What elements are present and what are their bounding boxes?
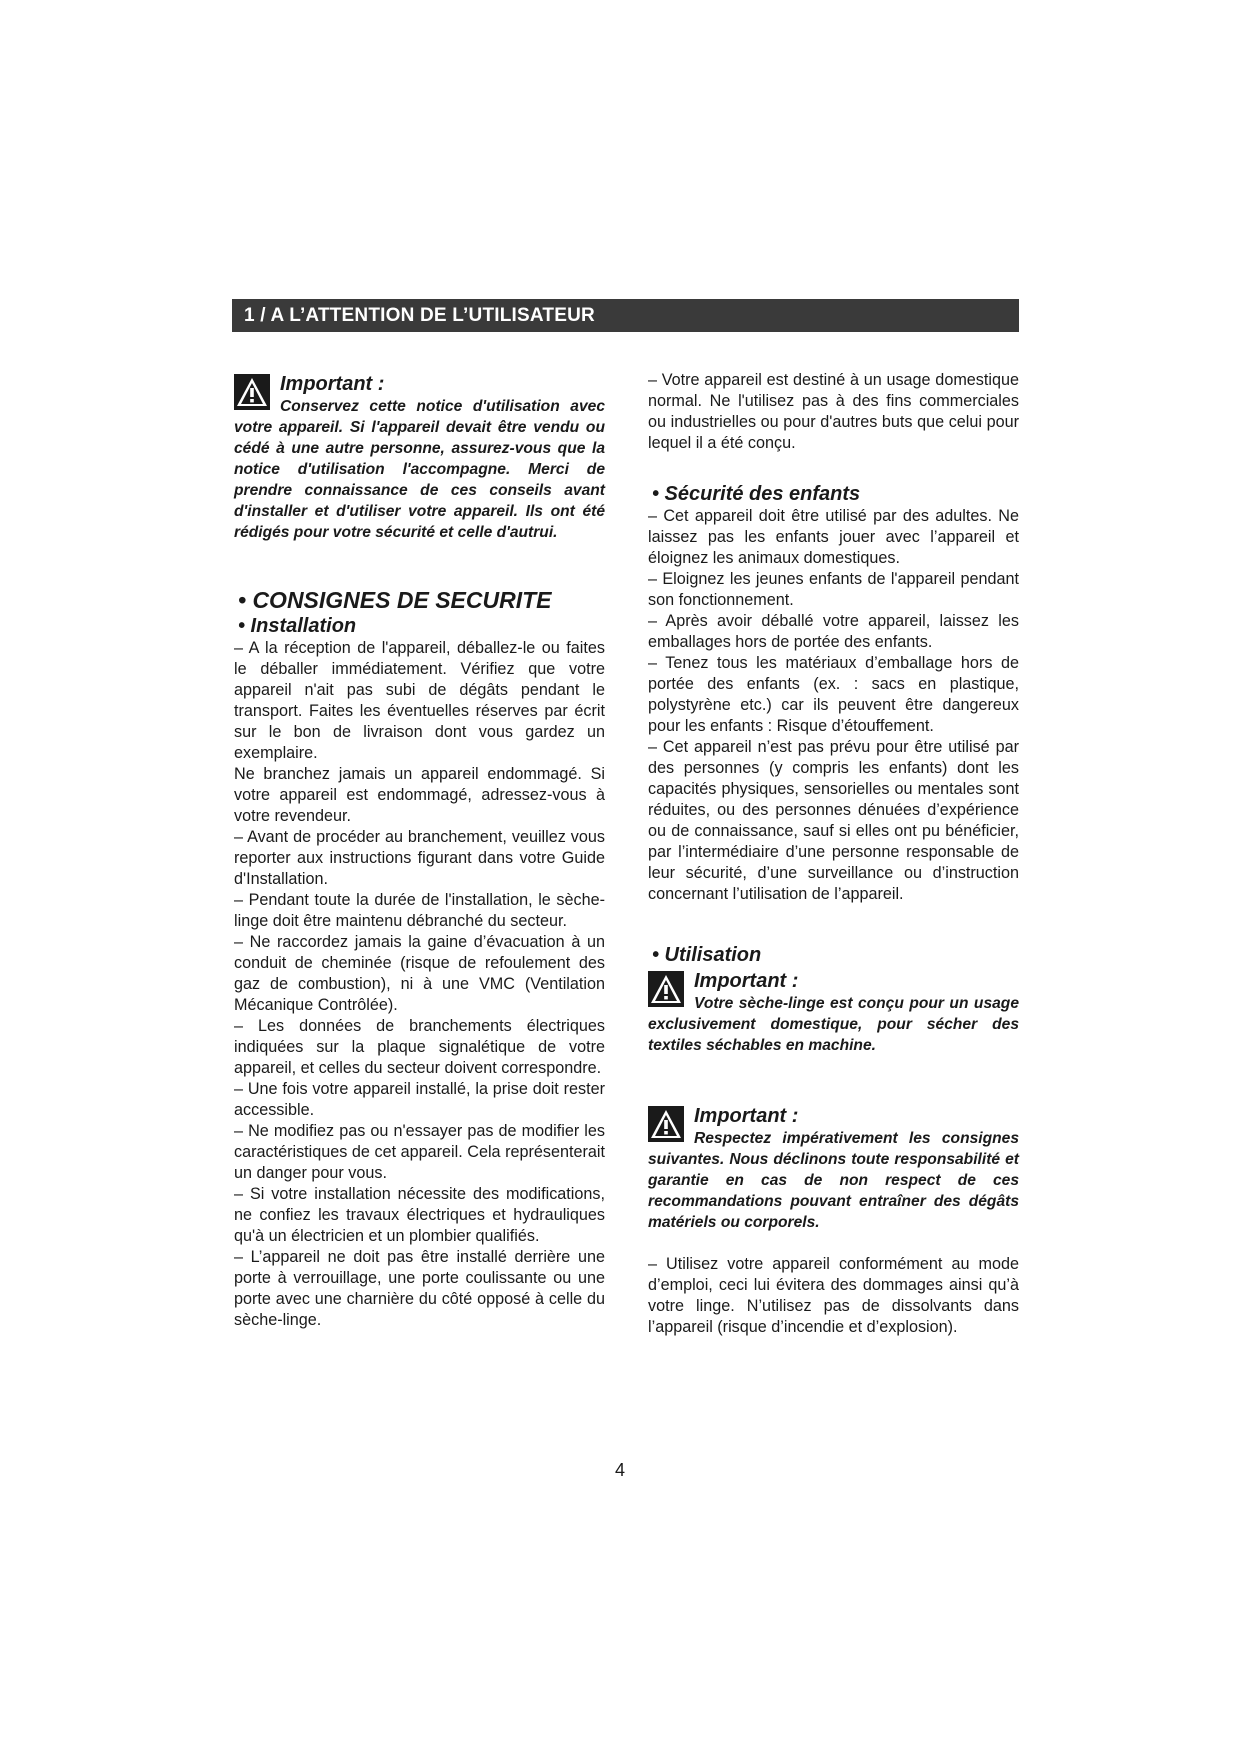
usage-paragraph: – Utilisez votre appareil conformément au mode d’emploi, ceci lui évitera des dommages ainsi qu’à votre linge. N’utilisez pas de dissolvants dans l’appareil (risque d’incendie et d’explosion).	[648, 1255, 1019, 1336]
usage-subtitle: • Utilisation	[652, 944, 762, 966]
important-notice-liability	[648, 1102, 1019, 1233]
installation-paragraph: – Ne modifiez pas ou n'essayer pas de modifier les caractéristiques de cet appareil. Cela représenterait un danger pour vous.	[234, 1122, 605, 1182]
installation-paragraph: Ne branchez jamais un appareil endommagé. Si votre appareil est endommagé, adressez-vous à votre revendeur.	[234, 765, 605, 825]
warning-icon	[648, 1106, 684, 1142]
installation-paragraph: – A la réception de l'appareil, déballez-le ou faites le déballer immédiatement. Vérifiez que votre appareil n'ait pas subi de dégâts pendant le transport. Faites les éventuelles réserves par écrit sur le bon de livraison dont vous gardez un exemplaire.	[234, 639, 605, 762]
installation-paragraph: – Ne raccordez jamais la gaine d’évacuation à un conduit de cheminée (risque de refoulement des gaz de combustion), ni à une VMC (Ventilation Mécanique Contrôlée).	[234, 933, 605, 1014]
installation-paragraph: – L’appareil ne doit pas être installé derrière une porte à verrouillage, une porte coulissante ou une porte avec une charnière du côté opposé à celle du sèche-linge.	[234, 1248, 605, 1329]
warning-icon	[648, 971, 684, 1007]
installation-paragraph: – Une fois votre appareil installé, la prise doit rester accessible.	[234, 1080, 605, 1119]
children-paragraph: – Après avoir déballé votre appareil, laissez les emballages hors de portée des enfants.	[648, 612, 1019, 651]
children-paragraph: – Cet appareil doit être utilisé par des adultes. Ne laissez pas les enfants jouer avec l’appareil et éloignez les animaux domestiques.	[648, 507, 1019, 567]
installation-paragraph: – Les données de branchements électriques indiquées sur la plaque signalétique de votre appareil, et celles du secteur doivent correspondre.	[234, 1017, 605, 1077]
important-title: Important :	[280, 373, 385, 395]
important-body: Respectez impérativement les consignes suivantes. Nous déclinons toute responsabilité et garantie en cas de non respect de ces recommandations pouvant entraîner des dégâts matériels ou corporels.	[648, 1130, 1019, 1231]
children-paragraph: – Eloignez les jeunes enfants de l'appareil pendant son fonctionnement.	[648, 570, 1019, 609]
installation-paragraph: – Avant de procéder au branchement, veuillez vous reporter aux instructions figurant dans votre Guide d'Installation.	[234, 828, 605, 888]
important-body: Votre sèche-linge est conçu pour un usage exclusivement domestique, pour sécher des textiles séchables en machine.	[648, 995, 1019, 1054]
section-header-title: 1 / A L’ATTENTION DE L’UTILISATEUR	[244, 305, 595, 326]
important-title: Important :	[694, 970, 799, 992]
children-paragraph: – Cet appareil n’est pas prévu pour être utilisé par des personnes (y compris les enfants) dont les capacités physiques, sensorielles ou mentales sont réduites, ou des personnes dénuées d’expérience ou de connaissance, sauf si elles ont pu bénéficier, par l’intermédiaire d’une personne responsable de leur sécurité, d’une surveillance ou d’instruction concernant l’utilisation de l’appareil.	[648, 738, 1019, 903]
important-notice-keep-manual	[234, 370, 605, 543]
children-safety-subtitle: • Sécurité des enfants	[652, 483, 861, 505]
section-header-bar	[232, 299, 1019, 332]
warning-icon	[234, 374, 270, 410]
left-column	[234, 370, 605, 1331]
installation-paragraph: – Si votre installation nécessite des modifications, ne confiez les travaux électriques et hydrauliques qu'à un électricien et un plombier qualifiés.	[234, 1185, 605, 1245]
safety-section-title: • CONSIGNES DE SECURITE	[238, 587, 552, 613]
important-notice-domestic-use	[648, 967, 1019, 1056]
page-number: 4	[614, 1460, 625, 1480]
domestic-use-paragraph: – Votre appareil est destiné à un usage domestique normal. Ne l'utilisez pas à des fins commerciales ou industrielles ou pour d'autres buts que celui pour lequel il a été conçu.	[648, 371, 1019, 452]
installation-paragraph: – Pendant toute la durée de l'installation, le sèche-linge doit être maintenu débranché du secteur.	[234, 891, 605, 930]
important-title: Important :	[694, 1105, 799, 1127]
right-column	[648, 370, 1019, 1338]
installation-subtitle: • Installation	[238, 615, 357, 637]
children-paragraph: – Tenez tous les matériaux d’emballage hors de portée des enfants (ex. : sacs en plastique, polystyrène etc.) car ils peuvent être dangereux pour les enfants : Risque d’étouffement.	[648, 654, 1019, 735]
important-body: Conservez cette notice d'utilisation avec votre appareil. Si l'appareil devait être vendu ou cédé à une autre personne, assurez-vous que la notice d'utilisation l'accompagne. Merci de prendre connaissance de ces conseils avant d'installer et d'utiliser votre appareil. Ils ont été rédigés pour votre sécurité et celle d'autrui.	[234, 398, 605, 541]
